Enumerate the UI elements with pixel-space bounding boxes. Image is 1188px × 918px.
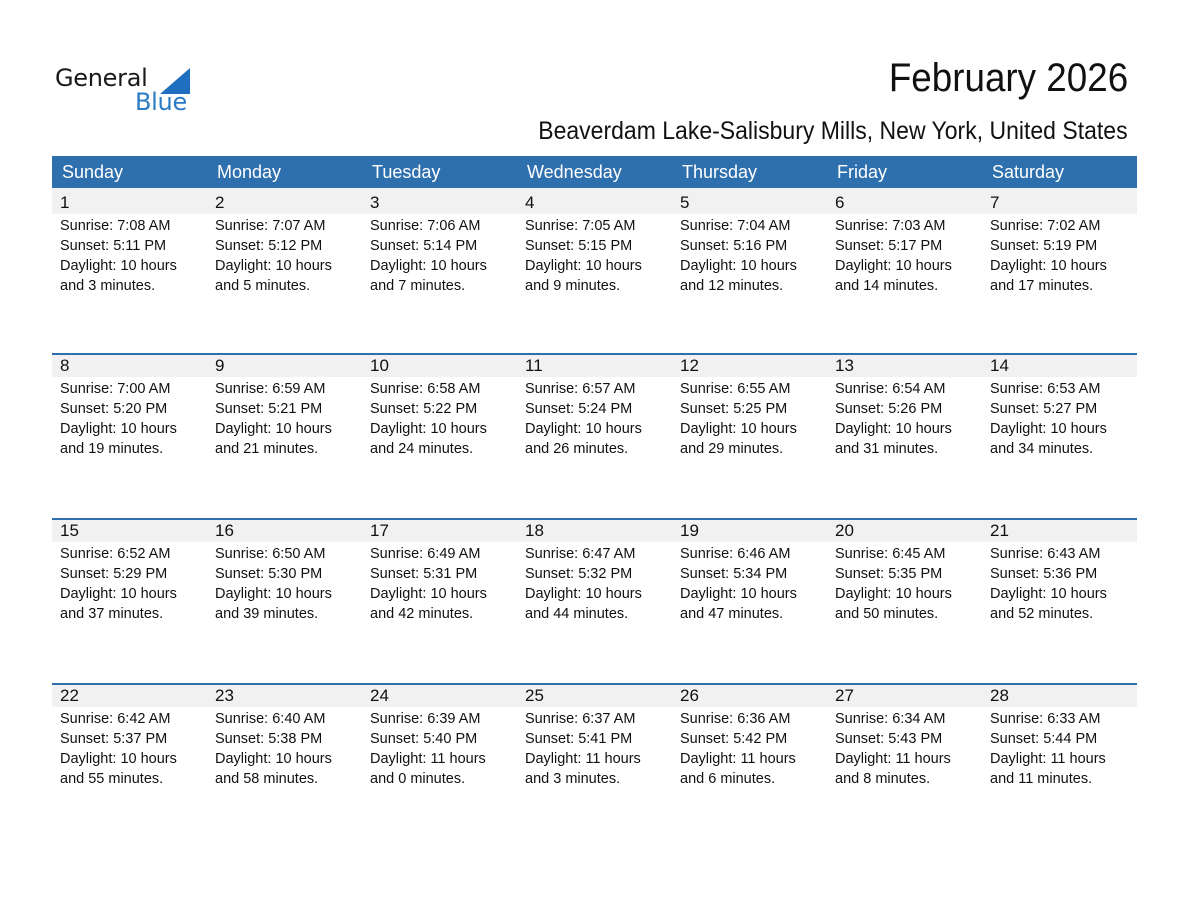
day-number: 27 [835,686,854,705]
daylight-minutes-text: and 0 minutes. [370,771,466,787]
day-cell [52,518,207,624]
sunset-text: Sunset: 5:34 PM [680,566,788,582]
weekday-header [52,156,1137,188]
daylight-minutes-text: and 52 minutes. [990,606,1094,622]
daylight-minutes-text: and 19 minutes. [60,441,164,457]
days-row [52,353,1137,459]
daylight-minutes-text: and 42 minutes. [370,606,474,622]
weekday-tuesday: Tuesday [372,162,441,182]
daylight-minutes-text: and 39 minutes. [215,606,319,622]
sunset-text: Sunset: 5:40 PM [370,731,478,747]
daylight-minutes-text: and 7 minutes. [370,278,466,294]
sunset-text: Sunset: 5:42 PM [680,731,788,747]
daylight-text: Daylight: 10 hours [525,258,642,274]
daylight-minutes-text: and 24 minutes. [370,441,474,457]
daylight-minutes-text: and 3 minutes. [60,278,156,294]
week-row [52,353,1137,518]
day-cell [672,188,827,296]
sunrise-text: Sunrise: 7:04 AM [680,218,791,234]
sunrise-text: Sunrise: 7:00 AM [60,381,171,397]
week-row [52,188,1137,353]
daylight-text: Daylight: 11 hours [525,751,641,767]
sunset-text: Sunset: 5:41 PM [525,731,633,747]
day-cell [982,188,1137,296]
day-cell [362,683,517,789]
daylight-minutes-text: and 8 minutes. [835,771,931,787]
sunrise-text: Sunrise: 6:47 AM [525,546,636,562]
sunrise-text: Sunrise: 6:58 AM [370,381,481,397]
day-cell [207,683,362,789]
days-row [52,518,1137,624]
daylight-minutes-text: and 37 minutes. [60,606,164,622]
day-number: 26 [680,686,699,705]
daylight-text: Daylight: 10 hours [990,586,1107,602]
day-cell [517,188,672,296]
sunrise-text: Sunrise: 7:06 AM [370,218,481,234]
sunrise-text: Sunrise: 6:33 AM [990,711,1101,727]
day-number: 9 [215,356,225,375]
sunrise-text: Sunrise: 7:02 AM [990,218,1101,234]
daylight-minutes-text: and 29 minutes. [680,441,784,457]
daylight-text: Daylight: 10 hours [525,421,642,437]
day-cell [207,188,362,296]
day-cell [362,353,517,459]
sunrise-text: Sunrise: 6:55 AM [680,381,791,397]
sunset-text: Sunset: 5:20 PM [60,401,168,417]
calendar [52,156,1137,848]
sunrise-text: Sunrise: 7:05 AM [525,218,636,234]
weekday-wednesday: Wednesday [527,162,622,182]
sunrise-text: Sunrise: 6:52 AM [60,546,171,562]
daylight-minutes-text: and 11 minutes. [990,771,1093,787]
location-subtitle: Beaverdam Lake-Salisbury Mills, New York, United States [538,117,1128,145]
day-number: 2 [215,193,225,212]
day-cell [827,353,982,459]
days-row [52,188,1137,296]
sunset-text: Sunset: 5:19 PM [990,238,1098,254]
day-cell [52,353,207,459]
day-number: 24 [370,686,389,705]
daylight-text: Daylight: 10 hours [990,421,1107,437]
sunrise-text: Sunrise: 6:57 AM [525,381,636,397]
day-number: 4 [525,193,535,212]
daylight-text: Daylight: 10 hours [215,258,332,274]
daylight-text: Daylight: 10 hours [680,421,797,437]
day-number: 20 [835,521,854,540]
daylight-text: Daylight: 11 hours [835,751,951,767]
daylight-text: Daylight: 10 hours [215,586,332,602]
sunrise-text: Sunrise: 6:40 AM [215,711,326,727]
day-number: 6 [835,193,845,212]
daylight-text: Daylight: 10 hours [60,751,177,767]
logo [55,64,195,120]
daylight-text: Daylight: 11 hours [370,751,486,767]
weekday-monday: Monday [217,162,282,182]
daylight-text: Daylight: 10 hours [680,258,797,274]
sunset-text: Sunset: 5:31 PM [370,566,478,582]
day-number: 25 [525,686,544,705]
weekday-sunday: Sunday [62,162,124,182]
day-number: 17 [370,521,389,540]
day-cell [207,518,362,624]
daylight-minutes-text: and 47 minutes. [680,606,784,622]
sunset-text: Sunset: 5:21 PM [215,401,323,417]
sunset-text: Sunset: 5:43 PM [835,731,943,747]
day-number: 1 [60,193,70,212]
daylight-text: Daylight: 10 hours [370,258,487,274]
week-row [52,518,1137,683]
day-number: 3 [370,193,380,212]
sunrise-text: Sunrise: 6:49 AM [370,546,481,562]
sunset-text: Sunset: 5:32 PM [525,566,633,582]
sunset-text: Sunset: 5:35 PM [835,566,943,582]
daylight-text: Daylight: 10 hours [215,751,332,767]
day-cell [982,353,1137,459]
day-cell [362,518,517,624]
day-cell [827,188,982,296]
day-cell [517,683,672,789]
sunset-text: Sunset: 5:37 PM [60,731,168,747]
sunrise-text: Sunrise: 6:43 AM [990,546,1101,562]
day-number: 23 [215,686,234,705]
day-number: 8 [60,356,70,375]
day-cell [672,518,827,624]
daylight-minutes-text: and 58 minutes. [215,771,319,787]
daylight-minutes-text: and 3 minutes. [525,771,621,787]
daylight-text: Daylight: 10 hours [60,421,177,437]
sunrise-text: Sunrise: 6:54 AM [835,381,946,397]
daylight-minutes-text: and 5 minutes. [215,278,311,294]
sunrise-text: Sunrise: 7:07 AM [215,218,326,234]
sunset-text: Sunset: 5:25 PM [680,401,788,417]
day-cell [207,353,362,459]
daylight-text: Daylight: 10 hours [215,421,332,437]
day-number: 5 [680,193,690,212]
sunset-text: Sunset: 5:17 PM [835,238,943,254]
daylight-minutes-text: and 31 minutes. [835,441,939,457]
daylight-minutes-text: and 44 minutes. [525,606,629,622]
daylight-minutes-text: and 14 minutes. [835,278,939,294]
daylight-text: Daylight: 10 hours [370,421,487,437]
day-number: 13 [835,356,854,375]
daylight-minutes-text: and 34 minutes. [990,441,1094,457]
sunset-text: Sunset: 5:26 PM [835,401,943,417]
day-number: 15 [60,521,79,540]
day-number: 14 [990,356,1009,375]
day-cell [672,353,827,459]
day-cell [517,353,672,459]
sunrise-text: Sunrise: 6:42 AM [60,711,171,727]
sunset-text: Sunset: 5:38 PM [215,731,323,747]
sunrise-text: Sunrise: 6:45 AM [835,546,946,562]
day-number: 11 [525,356,543,375]
day-cell [52,683,207,789]
day-number: 7 [990,193,1000,212]
page-title: February 2026 [888,56,1128,100]
weekday-friday: Friday [837,162,888,182]
week-row [52,683,1137,848]
day-cell [52,188,207,296]
day-cell [982,518,1137,624]
day-number: 28 [990,686,1009,705]
sunrise-text: Sunrise: 7:03 AM [835,218,946,234]
daylight-minutes-text: and 50 minutes. [835,606,939,622]
day-number: 19 [680,521,699,540]
day-number: 10 [370,356,389,375]
sunset-text: Sunset: 5:29 PM [60,566,168,582]
daylight-minutes-text: and 26 minutes. [525,441,629,457]
daylight-text: Daylight: 10 hours [835,258,952,274]
weeks-container [52,188,1137,848]
daylight-minutes-text: and 12 minutes. [680,278,784,294]
sunset-text: Sunset: 5:24 PM [525,401,633,417]
daylight-minutes-text: and 21 minutes. [215,441,319,457]
daylight-minutes-text: and 6 minutes. [680,771,776,787]
sunset-text: Sunset: 5:27 PM [990,401,1098,417]
sunset-text: Sunset: 5:36 PM [990,566,1098,582]
daylight-text: Daylight: 10 hours [60,586,177,602]
sunrise-text: Sunrise: 6:37 AM [525,711,636,727]
day-cell [517,518,672,624]
daylight-text: Daylight: 11 hours [990,751,1106,767]
daylight-text: Daylight: 10 hours [835,586,952,602]
sunset-text: Sunset: 5:22 PM [370,401,478,417]
weekday-thursday: Thursday [682,162,758,182]
daylight-text: Daylight: 10 hours [525,586,642,602]
day-number: 22 [60,686,79,705]
days-row [52,683,1137,789]
day-number: 21 [990,521,1009,540]
sunset-text: Sunset: 5:11 PM [60,238,167,254]
logo-blue-text: Blue [135,88,187,116]
sunset-text: Sunset: 5:15 PM [525,238,633,254]
logo-general-text: General [55,64,148,92]
sunrise-text: Sunrise: 6:50 AM [215,546,326,562]
daylight-text: Daylight: 10 hours [60,258,177,274]
sunrise-text: Sunrise: 6:46 AM [680,546,791,562]
daylight-minutes-text: and 17 minutes. [990,278,1094,294]
sunrise-text: Sunrise: 6:39 AM [370,711,481,727]
daylight-text: Daylight: 10 hours [990,258,1107,274]
day-cell [982,683,1137,789]
day-cell [362,188,517,296]
weekday-saturday: Saturday [992,162,1065,182]
sunrise-text: Sunrise: 6:59 AM [215,381,326,397]
sunrise-text: Sunrise: 6:34 AM [835,711,946,727]
daylight-text: Daylight: 11 hours [680,751,796,767]
daylight-text: Daylight: 10 hours [835,421,952,437]
day-cell [827,518,982,624]
sunset-text: Sunset: 5:16 PM [680,238,788,254]
daylight-minutes-text: and 55 minutes. [60,771,164,787]
day-number: 12 [680,356,699,375]
daylight-text: Daylight: 10 hours [680,586,797,602]
daylight-minutes-text: and 9 minutes. [525,278,621,294]
sunrise-text: Sunrise: 6:36 AM [680,711,791,727]
daylight-text: Daylight: 10 hours [370,586,487,602]
day-number: 18 [525,521,544,540]
sunset-text: Sunset: 5:44 PM [990,731,1098,747]
sunrise-text: Sunrise: 6:53 AM [990,381,1101,397]
day-cell [827,683,982,789]
sunset-text: Sunset: 5:12 PM [215,238,323,254]
day-number: 16 [215,521,234,540]
sunset-text: Sunset: 5:14 PM [370,238,478,254]
sunset-text: Sunset: 5:30 PM [215,566,323,582]
sunrise-text: Sunrise: 7:08 AM [60,218,171,234]
day-cell [672,683,827,789]
